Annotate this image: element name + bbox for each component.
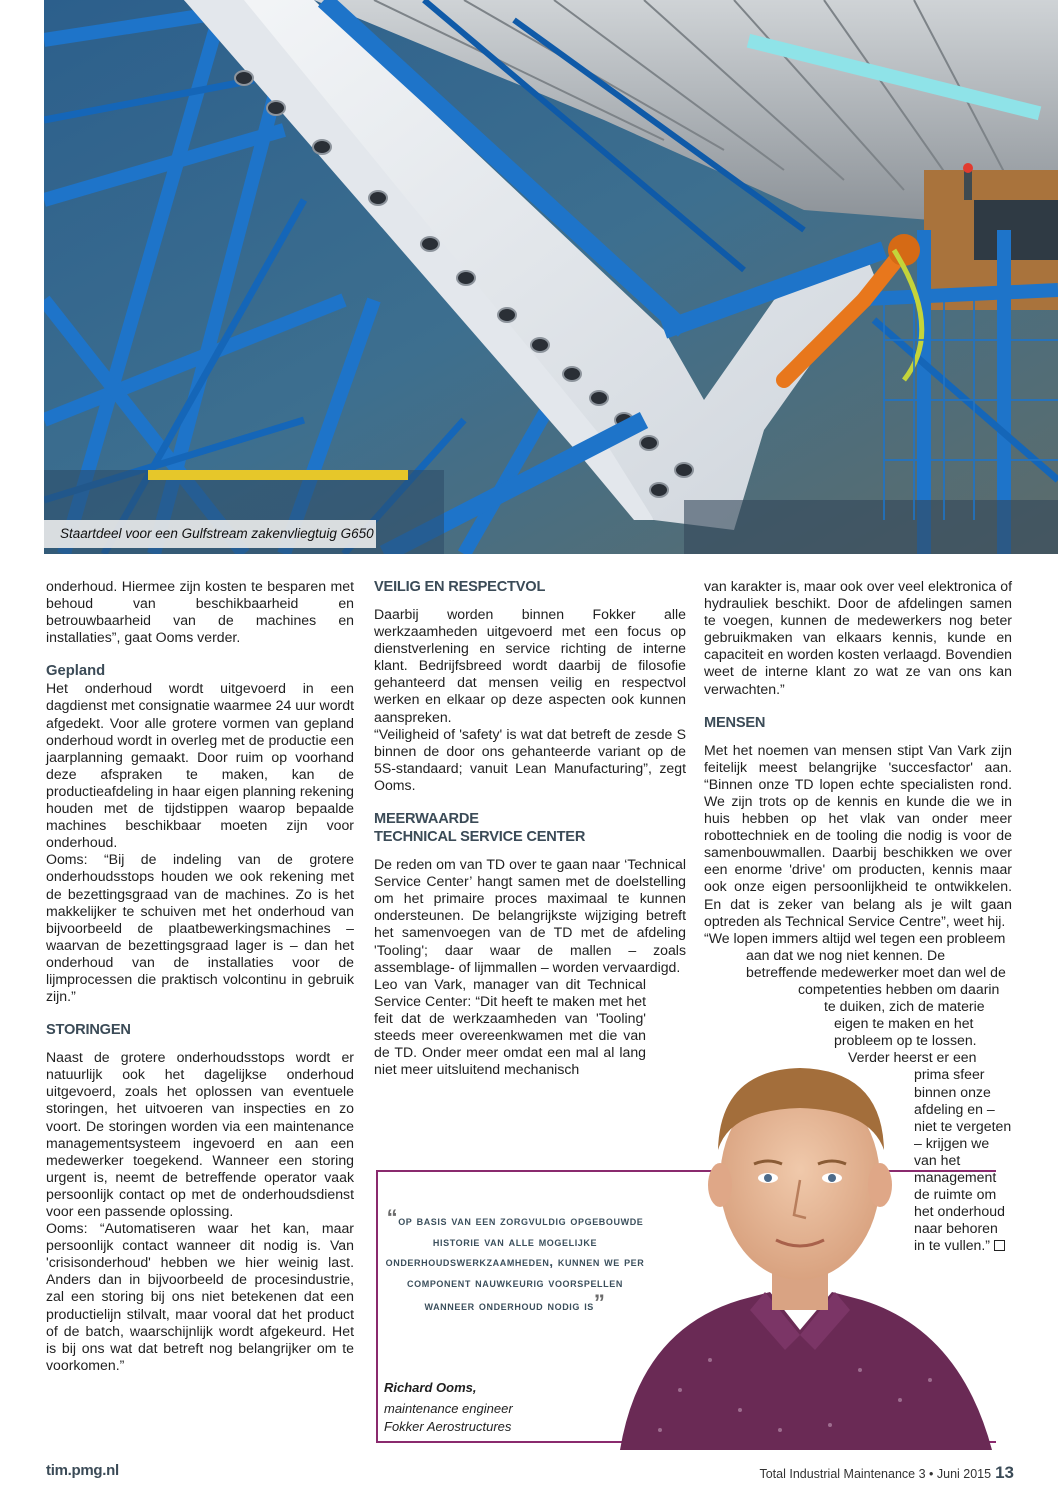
paragraph: Ooms: “Bij de indeling van de grotere onderhoudsstops houden we ook rekening met de bezettingsgraad van de machines. Zo is het makkelijker te schuiven met het onderhoud van bijvoorbeeld de plaatbewerkingsmachines – waarvan de bezettingsgraad lager is – dan het onderhoud van de installaties voor de lijmprocessen die praktisch volcontinu in gebruik zijn.” [46, 851, 354, 1005]
heading-mensen: MENSEN [704, 714, 766, 731]
footer-issue-info [759, 1463, 1014, 1483]
column1-intro: onderhoud. Hiermee zijn kosten te besparen met behoud van beschikbaarheid en betrouwbaarheid van de machines en installaties”, gaat Ooms verder. [46, 578, 354, 646]
quote-author-title: maintenance engineer [384, 1401, 513, 1416]
paragraph: Leo van Vark, manager van dit Technical Service Center: “Dit heeft te maken met het feit dat de werkzaamheden van 'Tooling' steeds meer overeenkwamen met die van de TD. Onder meer omdat een mal al lang niet meer uitsluitend mechanisch [374, 975, 646, 1078]
paragraph: van karakter is, maar ook over veel elektronica of hydrauliek beschikt. Door de afdelingen samen te voegen, kunnen de medewerkers nog beter gebruikmaken van elkaars kennis, kunde en capaciteit en worden kosten verlaagd. Bovendien weet de interne klant zo wat ze van ons kan verwachten.” [704, 578, 1012, 697]
page-number: 13 [995, 1463, 1014, 1482]
paragraph: “Veiligheid of 'safety' is wat dat betreft de zesde S binnen de door ons gehanteerde variant op de 5S-standaard; vanuit Lean Manufacturing”, zegt Ooms. [374, 725, 686, 793]
paragraph: De reden om van TD over te gaan naar ‘Technical Service Center’ hangt samen met de doelstelling om het primaire proces maximaal te kunnen ondersteunen. De belangrijkste wijziging betreft het samenvoegen van de TD met de afdeling 'Tooling'; daar waar de mallen – zoals assemblage- of lijmmallen – worden vervaardigd. [374, 856, 686, 975]
paragraph: Daarbij worden binnen Fokker alle werkzaamheden uitgevoerd met een focus op dienstverlening en service richting de interne klant. Bedrijfsbreed wordt daarbij de filosofie gehanteerd dat mensen veilig en respectvol werken en elkaar op deze aspecten ook kunnen aanspreken. [374, 606, 686, 725]
paragraph: Ooms: “Automatiseren waar het kan, maar persoonlijk contact wanneer dit nodig is. Van 'crisisonderhoud' hebben we hier weinig last. Anders dan in bijvoorbeeld de procesindustrie, zal een storing bij ons niet betekenen dat een productielijn stilvalt, maar vooral dat het product of de batch, waarschijnlijk wordt afgekeurd. Het is bij ons wat dat betreft nog belangrijker om te voorkomen.” [46, 1220, 354, 1373]
article-column-2 [374, 578, 686, 1078]
heading-meerwaarde-line-1: MEERWAARDE [374, 811, 479, 828]
heading-meerwaarde-line-2: TECHNICAL SERVICE CENTER [374, 829, 586, 846]
article-column-1 [46, 578, 354, 1374]
close-quote-mark: ” [593, 1290, 606, 1315]
subheading-gepland: Gepland [46, 663, 106, 680]
quote-author-name: Richard Ooms, [384, 1380, 477, 1395]
portrait-photo [600, 1030, 1000, 1450]
photo-caption: Staartdeel voor een Gulfstream zakenvliegtuig G650 [44, 520, 376, 548]
paragraph: Het onderhoud wordt uitgevoerd in een dagdienst met consignatie waarmee 24 uur wordt afgedekt. Voor alle grotere vormen van gepland onderhoud wordt in overleg met de productie een jaarplanning gemaakt. Door ruim op voorhand deze afspraken te maken, kan de productieafdeling in haar eigen planning rekening houden met de tijdstippen waarop bepaalde machines beschikbaar moeten zijn voor onderhoud. [46, 680, 354, 851]
footer-website: tim.pmg.nl [46, 1462, 119, 1479]
hero-photo [44, 0, 1058, 554]
footer-issue: Total Industrial Maintenance 3 • Juni 2015 [759, 1467, 992, 1481]
quote-author-company: Fokker Aerostructures [384, 1419, 512, 1434]
quote-author-role [384, 1400, 513, 1436]
heading-meerwaarde [374, 810, 686, 846]
open-quote-mark: “ [386, 1205, 399, 1230]
factory-illustration [44, 0, 1058, 554]
paragraph: Met het noemen van mensen stipt Van Vark zijn feitelijk meest belangrijke 'succesfactor' aan. “Binnen onze TD lopen echte specialisten rond. We zijn trots op de kennis en kunde die we in huis hebben op het vlak van onder meer robottechniek en de tooling die nodig is voor de samenbouwmallen. Daarbij beschikken we over een enorme 'drive' om producten, kennis maar ook onze eigen persoonlijkheid te ontwikkelen. En dat is zeker van belang als je wilt gaan optreden als Technical Service Centre”, weet hij. [704, 741, 1012, 929]
heading-storingen: STORINGEN [46, 1022, 131, 1039]
pull-quote-text: op basis van een zorgvuldig opgebouwde historie van alle mogelijke onderhoudswerkzaamheden, kunnen we per component nauwkeurig voorspellen wanneer onderhoud nodig is [385, 1213, 645, 1313]
closing-paragraph-text: “We lopen immers altijd wel tegen een probleem aan dat we nog niet kennen. De betreffende medewerker moet dan wel de competenties hebben om daarin te duiken, zich de materie eigen te maken en het probleem op te lossen. Verder heerst er een prima sfeer binnen onze afdeling en – niet te vergeten – krijgen we van het management de ruimte om het onderhoud naar behoren in te vullen.” [704, 929, 1012, 1254]
paragraph: Naast de grotere onderhoudsstops wordt er natuurlijk ook het dagelijkse onderhoud uitgevoerd, zoals het oplossen van eventuele storingen, het uitvoeren van inspecties en zo voort. De storingen worden via een maintenance managementsysteem ingevoerd en aan een medewerker toegekend. Wanneer een storing urgent is, neemt de betreffende operator vaak persoonlijk contact op met de onderhoudsdienst voor een passende oplossing. [46, 1049, 354, 1219]
heading-veilig-en-respectvol: VEILIG EN RESPECTVOL [374, 579, 546, 595]
